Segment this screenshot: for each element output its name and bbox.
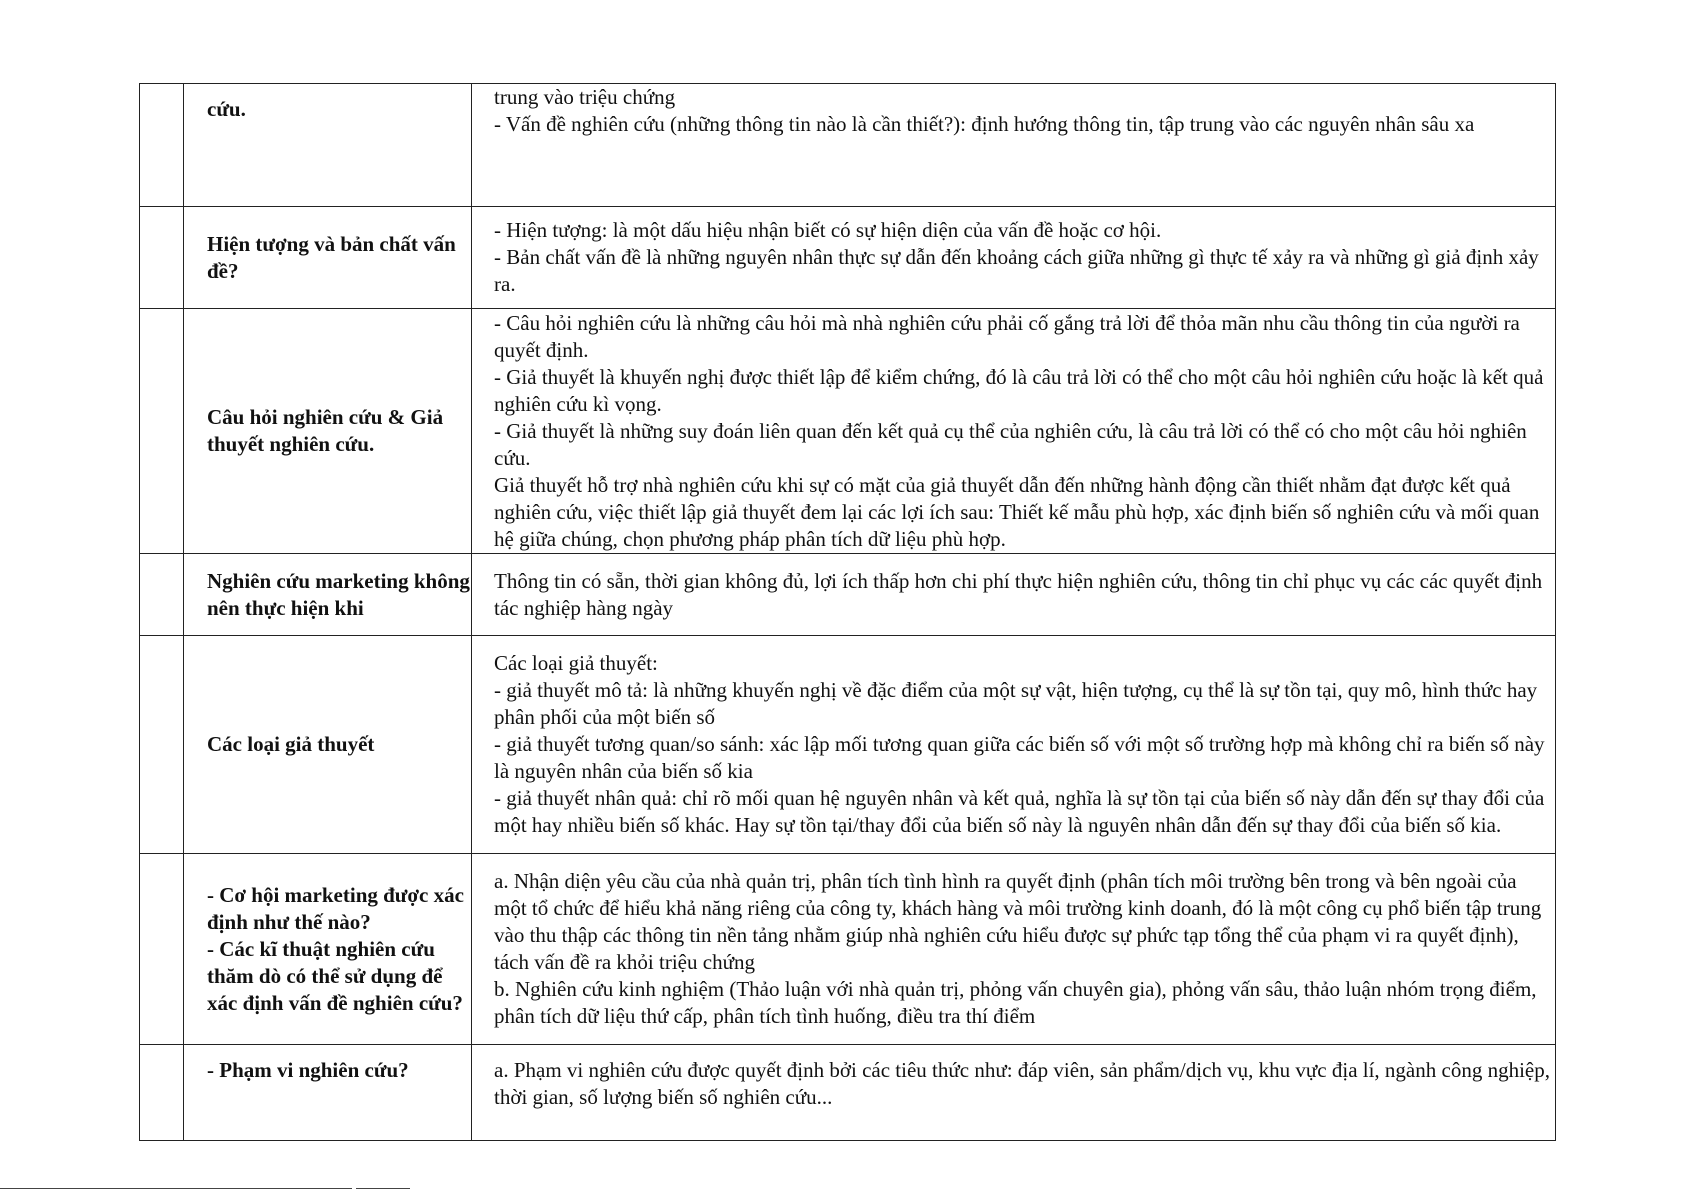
question-text: Câu hỏi nghiên cứu & Giả thuyết nghiên cứu. [207,405,444,456]
answer-text: b. Nghiên cứu kinh nghiệm (Thảo luận với nhà quản trị, phỏng vấn chuyên gia), phỏng vấn sâu, thảo luận nhóm trọng điểm, phân tích dữ liệu thứ cấp, phân tích tình huống, điều tra thí điểm [494,977,1537,1028]
table-row [140,84,1556,207]
table-row [140,1045,1556,1141]
question-text: - Các kĩ thuật nghiên cứu thăm dò có thể sử dụng để xác định vấn đề nghiên cứu? [207,936,463,1015]
question-text: - Phạm vi nghiên cứu? [207,1058,409,1082]
answer-cell [472,309,1556,554]
answer-text: trung vào triệu chứng [494,85,676,109]
table-row [140,554,1556,636]
answer-text: - giả thuyết mô tả: là những khuyến nghị về đặc điểm của một sự vật, hiện tượng, cụ thể là sự tồn tại, quy mô, hình thức hay phân phối của một biến số [494,678,1538,729]
footnote-separator [356,1188,410,1189]
answer-text: Giả thuyết hỗ trợ nhà nghiên cứu khi sự có mặt của giả thuyết dẫn đến những hành động cần thiết nhằm đạt được kết quả nghiên cứu, việc thiết lập giả thuyết đem lại các lợi ích sau: Thiết kế mẫu phù hợp, xác định biến số nghiên cứu và mối quan hệ giữa chúng, chọn phương pháp phân tích dữ liệu phù hợp. [494,472,1540,551]
row-number-cell [140,636,184,854]
question-text: - Cơ hội marketing được xác định như thế nào? [207,882,464,934]
table-row [140,854,1556,1045]
answer-text: a. Phạm vi nghiên cứu được quyết định bởi các tiêu thức như: đáp viên, sản phẩm/dịch vụ, khu vực địa lí, ngành công nghiệp, thời gian, số lượng biến số nghiên cứu... [494,1058,1550,1109]
answer-cell [472,84,1556,207]
question-cell [184,554,472,636]
qa-table [139,83,1556,1141]
answer-cell [472,854,1556,1045]
row-number-cell [140,84,184,207]
answer-text: - Câu hỏi nghiên cứu là những câu hỏi mà nhà nghiên cứu phải cố gắng trả lời để thỏa mãn nhu cầu thông tin của người ra quyết định. [494,310,1520,362]
question-cell [184,854,472,1045]
answer-cell [472,207,1556,309]
answer-cell [472,1045,1556,1141]
answer-text: - Vấn đề nghiên cứu (những thông tin nào là cần thiết?): định hướng thông tin, tập trung vào các nguyên nhân sâu xa [494,112,1475,136]
answer-text: - Hiện tượng: là một dấu hiệu nhận biết có sự hiện diện của vấn đề hoặc cơ hội. [494,218,1162,242]
row-number-cell [140,554,184,636]
question-cell [184,84,472,207]
answer-text: - giả thuyết nhân quả: chỉ rõ mối quan hệ nguyên nhân và kết quả, nghĩa là sự tồn tại của biến số này dẫn đến sự thay đổi của một hay nhiều biến số khác. Hay sự tồn tại/thay đổi của biến số này là nguyên nhân dẫn đến sự thay đổi của biến số kia. [494,786,1545,837]
question-text: Các loại giả thuyết [207,732,375,756]
answer-text: a. Nhận diện yêu cầu của nhà quản trị, phân tích tình hình ra quyết định (phân tích môi trường bên trong và bên ngoài của một tổ chức để hiểu khả năng riêng của công ty, khách hàng và môi trường kinh doanh, đó là một công cụ phổ biến tập trung vào thu thập các thông tin nền tảng nhằm giúp nhà nghiên cứu hiểu được sự phức tạp tổng thể của phạm vi ra quyết định), tách vấn đề ra khỏi triệu chứng [494,869,1542,974]
row-number-cell [140,309,184,554]
answer-cell [472,636,1556,854]
answer-cell [472,554,1556,636]
question-cell [184,207,472,309]
question-cell [184,636,472,854]
question-cell [184,309,472,554]
question-text: Nghiên cứu marketing không nên thực hiện khi [207,568,470,620]
answer-text: - giả thuyết tương quan/so sánh: xác lập mối tương quan giữa các biến số với một số trường hợp mà không chỉ ra biến số này là nguyên nhân của biến số kia [494,732,1545,783]
answer-text: - Giả thuyết là khuyến nghị được thiết lập để kiểm chứng, đó là câu trả lời có thể cho một câu hỏi nghiên cứu hoặc là kết quả nghiên cứu kì vọng. [494,364,1544,416]
table-row [140,309,1556,554]
answer-text: - Giả thuyết là những suy đoán liên quan đến kết quả cụ thể của nghiên cứu, là câu trả lời có thể có cho một câu hỏi nghiên cứu. [494,418,1527,470]
row-number-cell [140,1045,184,1141]
answer-text: - Bản chất vấn đề là những nguyên nhân thực sự dẫn đến khoảng cách giữa những gì thực tế xảy ra và những gì giả định xảy ra. [494,245,1539,296]
row-number-cell [140,854,184,1045]
question-text: cứu. [207,97,246,121]
question-text: Hiện tượng và bản chất vấn đề? [207,231,456,283]
table-row [140,636,1556,854]
question-cell [184,1045,472,1141]
table-row [140,207,1556,309]
row-number-cell [140,207,184,309]
footnote-separator [0,1188,352,1189]
answer-text: Thông tin có sẵn, thời gian không đủ, lợi ích thấp hơn chi phí thực hiện nghiên cứu, thông tin chỉ phục vụ các các quyết định tác nghiệp hàng ngày [494,568,1543,620]
answer-text: Các loại giả thuyết: [494,651,658,675]
